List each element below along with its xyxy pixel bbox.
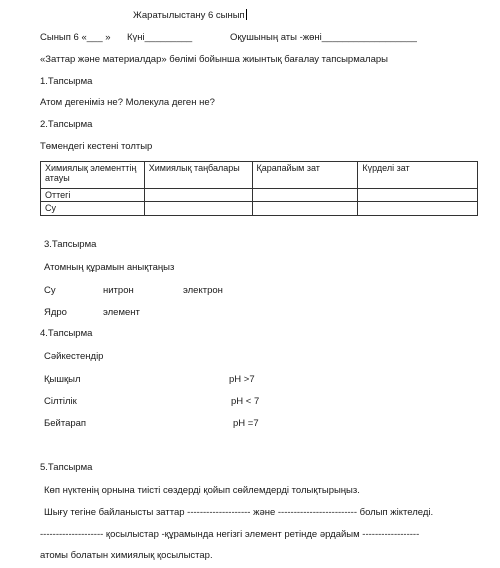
assessment-subtitle: «Заттар және материалдар» бөлімі бойынша жиынтық бағалау тапсырмалары (40, 54, 388, 65)
table-cell (252, 189, 358, 202)
task5-instruction: Көп нүктенің орнына тиісті сөздерді қойып сөйлемдерді толықтырыңыз. (44, 485, 360, 496)
table-cell (358, 189, 478, 202)
task5-heading: 5.Тапсырма (40, 462, 93, 473)
fill-in-sentence: Шығу тегіне байланысты заттар -------------------- және ------------------------- болып жіктеледі. (44, 507, 434, 518)
word-option: Су (44, 285, 56, 296)
table-cell (144, 202, 252, 215)
task2-instruction: Төмендегі кестені толтыр (40, 141, 153, 152)
task1-question: Атом дегеніміз не? Молекула деген не? (40, 97, 215, 108)
word-option: элемент (103, 307, 140, 318)
match-right: pH =7 (233, 418, 259, 429)
fill-in-sentence: атомы болатын химиялық қосылыстар. (40, 550, 213, 561)
match-right: pH < 7 (231, 396, 260, 407)
table-cell: Оттегі (41, 189, 145, 202)
match-right: pH >7 (229, 374, 255, 385)
task1-heading: 1.Тапсырма (40, 76, 93, 87)
table-header-cell: Химиялық таңбалары (144, 162, 252, 189)
table-row (41, 189, 478, 202)
fill-in-sentence: -------------------- қосылыстар -құрамында негізгі элемент ретінде әрдайым ------------------ (40, 529, 420, 540)
task4-heading: 4.Тапсырма (40, 328, 93, 339)
table-header-row (41, 162, 478, 189)
word-option: электрон (183, 285, 223, 296)
task3-heading: 3.Тапсырма (44, 239, 97, 250)
word-option: нитрон (103, 285, 134, 296)
table-cell: Су (41, 202, 145, 215)
document-title: Жаратылыстану 6 сынып (133, 10, 245, 21)
table-cell (252, 202, 358, 215)
match-left: Сілтілік (44, 396, 77, 407)
task3-instruction: Атомның құрамын анықтаңыз (44, 262, 175, 273)
text-cursor (246, 9, 247, 20)
table-row (41, 202, 478, 215)
task2-heading: 2.Тапсырма (40, 119, 93, 130)
date-field: Күні_________ (127, 32, 193, 43)
task4-instruction: Сәйкестендір (44, 351, 104, 362)
table-header-cell: Күрделі зат (358, 162, 478, 189)
class-field: Сынып 6 «___ » (40, 32, 111, 43)
table-cell (144, 189, 252, 202)
table-header-cell: Химиялық элементтің атауы (41, 162, 145, 189)
table-header-cell: Қарапайым зат (252, 162, 358, 189)
match-left: Қышқыл (44, 374, 81, 385)
student-name-field: Оқушының аты -жөні__________________ (230, 32, 417, 43)
match-left: Бейтарап (44, 418, 87, 429)
word-option: Ядро (44, 307, 67, 318)
table-cell (358, 202, 478, 215)
elements-table (40, 161, 478, 216)
